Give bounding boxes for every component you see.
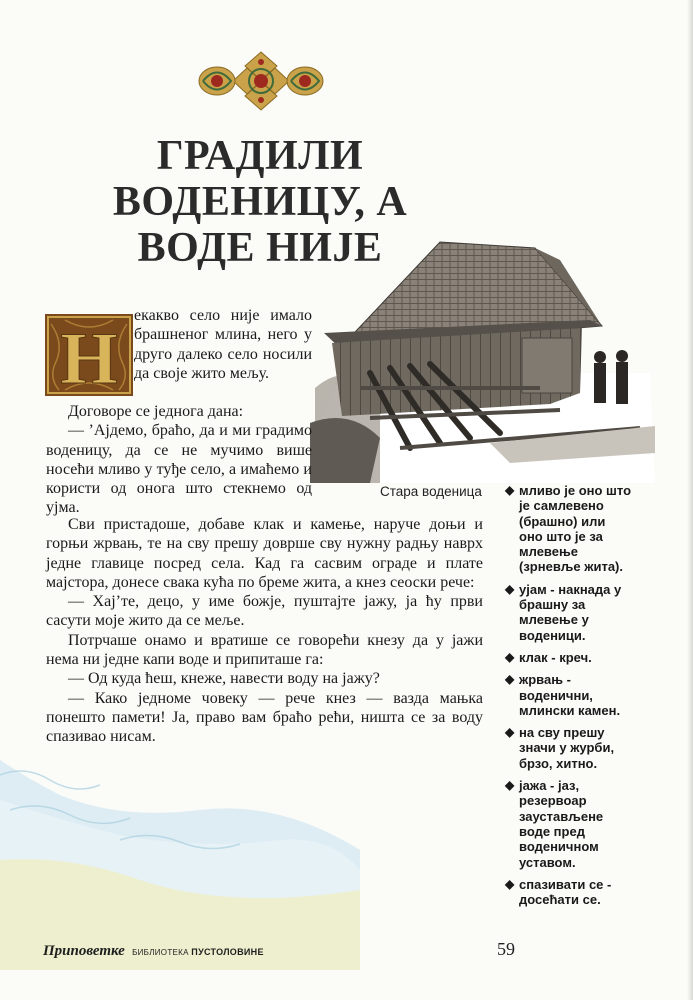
glossary-text: клак - креч.	[519, 649, 592, 665]
paragraph: — ’Ајдемо, браћо, да и ми градимо воденицу, да се не мучимо више носећи мливо у туђе село, а имаћемо и користи од онога што стекнемо од ујма.	[46, 422, 312, 517]
glossary-text: јажа - јаз, резервоар заустављене воде пред воденичном уставом.	[519, 778, 604, 870]
paragraph: — Хај’те, децо, у име божје, пуштајте јажу, ја ћу први сасути моје жито да се меље.	[46, 593, 483, 630]
glossary-item	[505, 483, 631, 575]
title-line-2: ВОДЕНИЦУ, А	[112, 179, 408, 225]
page-number: 59	[497, 939, 515, 959]
library-name	[132, 948, 264, 957]
opening-paragraph: екакво село није имало брашненог млина, него у друго далеко село носили да своје жито мељу.	[134, 307, 312, 382]
diamond-bullet-icon: ◆	[505, 483, 515, 497]
glossary-text: мливо је оно што је самлевено (брашно) или оно што је за млевење (зрневље жита).	[519, 483, 632, 575]
title-line-3: ВОДЕ НИЈЕ	[137, 225, 383, 271]
decorative-ornament	[197, 50, 325, 112]
glossary-text: на сву прешу значи у журби, брзо, хитно.	[519, 725, 615, 771]
paragraph: — Од куда ћеш, кнеже, навести воду на јажу?	[68, 670, 380, 688]
diamond-bullet-icon: ◆	[505, 649, 515, 664]
diamond-bullet-icon: ◆	[505, 672, 515, 687]
glossary-text: ујам - накнада у брашну за млевење у воденици.	[519, 581, 622, 643]
glossary-item	[505, 582, 631, 643]
diamond-bullet-icon: ◆	[505, 876, 515, 891]
paragraph: — Како једноме човеку — рече кнез — вазда мањка понешто памети! Ја, право вам браћо рећи, ништа се за воду спазивао нисам.	[46, 689, 483, 746]
old-watermill-photo	[310, 238, 655, 488]
glossary-item	[505, 778, 631, 870]
library-label: БИБЛИОТЕКА	[132, 948, 189, 957]
drop-cap-letter: Н	[60, 318, 118, 396]
footer-series	[43, 943, 264, 960]
main-text-block	[46, 515, 483, 747]
narrow-text-block	[46, 402, 312, 518]
paragraph: Сви пристадоше, добаве клак и камење, наруче доњи и горњи жрвањ, те на сву прешу довршe сву нужну радњу наврх једне главице посред села. Кад га сасвим ограде и плате мајстора, донесе свака кућа по бреме жита, а кнез сеоски рече:	[46, 516, 483, 591]
glossary-text: спазивати се - досећати се.	[519, 876, 612, 908]
photo-caption: Стара воденица	[380, 484, 482, 499]
title-line-1: ГРАДИЛИ	[156, 133, 364, 179]
decorative-wave-background	[0, 740, 360, 970]
page-edge-shadow	[687, 0, 693, 1000]
glossary-sidebar	[505, 483, 631, 914]
glossary-item	[505, 877, 631, 908]
paragraph: Договоре се једнога дана:	[68, 403, 244, 420]
glossary-item	[505, 725, 631, 771]
opening-paragraph-block	[134, 306, 312, 383]
glossary-text: жрвањ - воденични, млински камен.	[519, 672, 621, 718]
drop-cap-illumination	[45, 314, 133, 396]
diamond-bullet-icon: ◆	[505, 581, 515, 596]
paragraph: Потрчаше онамо и вратише се говорећи кнезу да у јажи нема ни једне капи воде и припиташе га:	[46, 631, 483, 669]
glossary-item	[505, 672, 631, 718]
library-title: ПУСТОЛОВИНЕ	[191, 947, 264, 957]
series-name: Приповетке	[43, 943, 125, 959]
diamond-bullet-icon: ◆	[505, 778, 515, 793]
diamond-bullet-icon: ◆	[505, 725, 515, 740]
glossary-item	[505, 650, 631, 665]
